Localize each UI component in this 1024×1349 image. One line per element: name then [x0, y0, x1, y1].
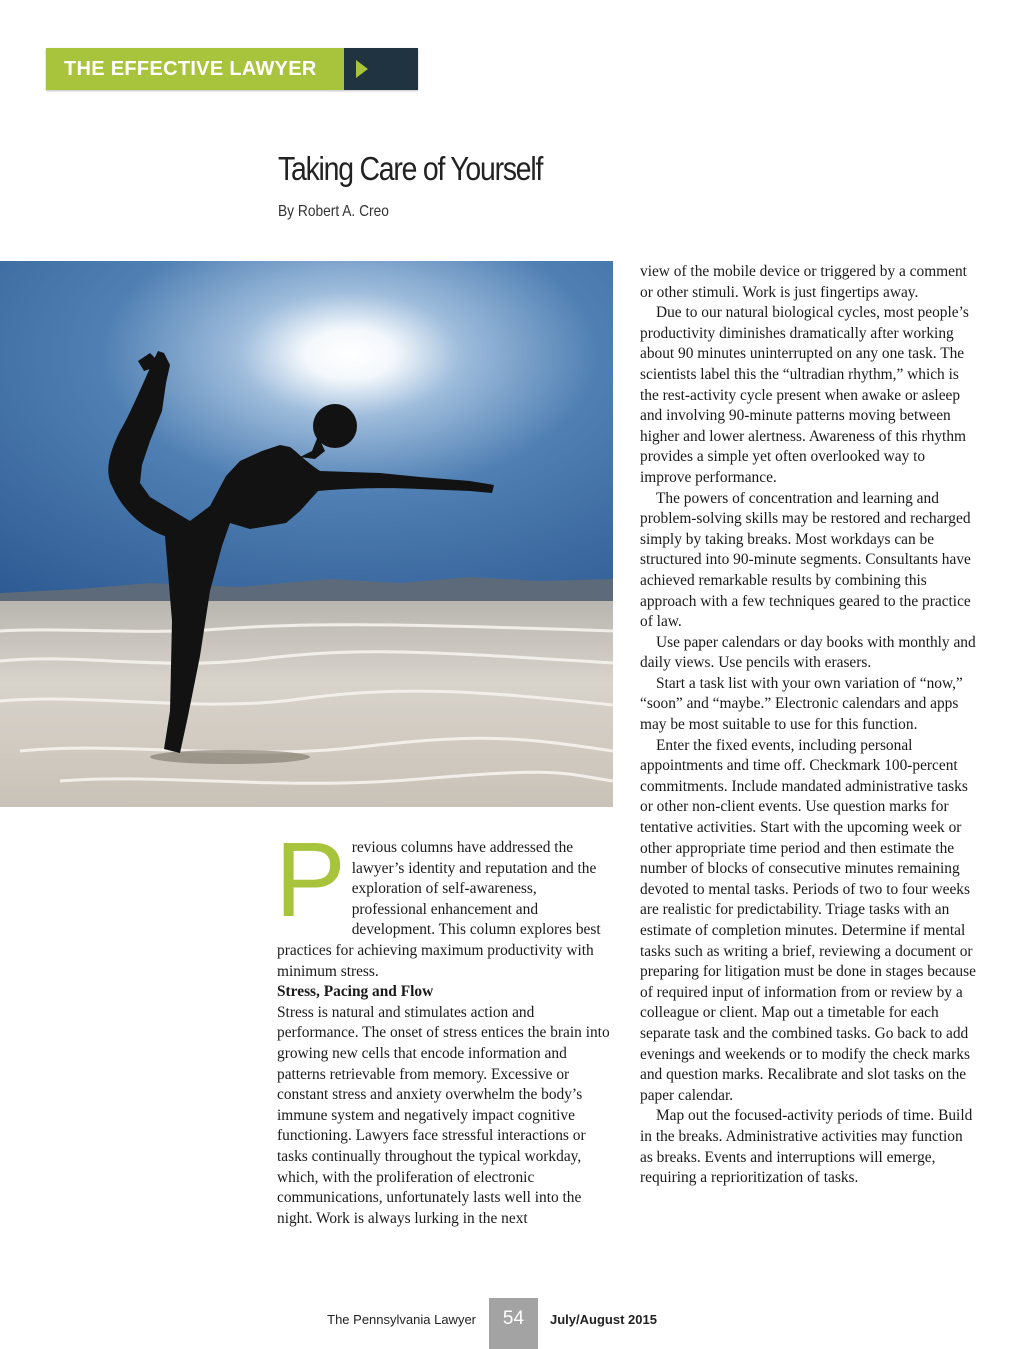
left-column — [275, 821, 611, 1229]
drop-cap: P — [275, 821, 346, 939]
intro-text: revious columns have addressed the lawyer’s identity and reputation and the exploration of self-awareness, professional enhancement and development. This column explores best practices for achieving maximum productivity with minimum stress. — [277, 839, 601, 980]
banner-arrow-box — [344, 48, 418, 90]
article-byline: By Robert A. Creo — [278, 203, 389, 220]
issue-date: July/August 2015 — [550, 1312, 657, 1327]
body-paragraph: Due to our natural biological cycles, most people’s productivity diminishes dramatically after working about 90 minutes uninterrupted on any one task. The scientists label this the “ultradian rhythm,” which is the rest-activity cycle present when awake or asleep and involving 90-minute patterns moving between higher and lower alertness. Awareness of this rhythm provides a simple yet often overlooked way to improve performance. — [640, 304, 969, 486]
section-banner-label: THE EFFECTIVE LAWYER — [46, 48, 344, 90]
publication-name: The Pennsylvania Lawyer — [327, 1312, 476, 1327]
right-column — [640, 262, 978, 1189]
article-title: Taking Care of Yourself — [278, 150, 543, 187]
intro-paragraph — [275, 821, 611, 982]
body-paragraph: Use paper calendars or day books with monthly and daily views. Use pencils with erasers. — [640, 633, 976, 672]
page-number: 54 — [489, 1298, 538, 1349]
section-banner — [46, 48, 418, 90]
chevron-right-icon — [356, 60, 368, 78]
section-subhead: Stress, Pacing and Flow — [277, 983, 434, 1001]
body-paragraph: Enter the fixed events, including personal appointments and time off. Checkmark 100-percent commitments. Include mandated administrative tasks or other non-client events. Use question marks for tentative activities. Start with the upcoming week or other appropriate time period and then estimate the number of blocks of consecutive minutes remaining devoted to mental tasks. Periods of two to four weeks are realistic for predictability. Triage tasks with an estimate of completion minutes. Determine if mental tasks such as writing a brief, reviewing a document or preparing for litigation must be done in stages because of required input of information from or review by a colleague or client. Map out a timetable for each separate task and the combined tasks. Go back to add evenings and weekends or to modify the check marks and question marks. Recalibrate and slot tasks on the paper calendar. — [640, 736, 976, 1104]
article-photo — [0, 261, 613, 807]
body-paragraph: view of the mobile device or triggered by a comment or other stimuli. Work is just fingertips away. — [640, 263, 967, 301]
page-footer — [0, 1298, 1024, 1349]
body-paragraph: Start a task list with your own variation of “now,” “soon” and “maybe.” Electronic calendars and apps may be most suitable to use for this function. — [640, 674, 963, 734]
body-paragraph: Stress is natural and stimulates action and performance. The onset of stress entices the brain into growing new cells that encode information and patterns retrievable from memory. Excessive or constant stress and anxiety overwhelm the body’s immune system and negatively impact cognitive functioning. Lawyers face stressful interactions or tasks continually throughout the typical workday, which, with the proliferation of electronic communications, unfortunately lasts well into the night. Work is always lurking in the next — [277, 1003, 610, 1227]
body-paragraph: The powers of concentration and learning and problem-solving skills may be restored and recharged simply by taking breaks. Most workdays can be structured into 90-minute segments. Consultants have achieved remarkable results by combining this approach with a few techniques geared to the practice of law. — [640, 489, 971, 631]
body-paragraph: Map out the focused-activity periods of time. Build in the breaks. Administrative activities may function as breaks. Events and interruptions will emerge, requiring a reprioritization of tasks. — [640, 1107, 973, 1187]
